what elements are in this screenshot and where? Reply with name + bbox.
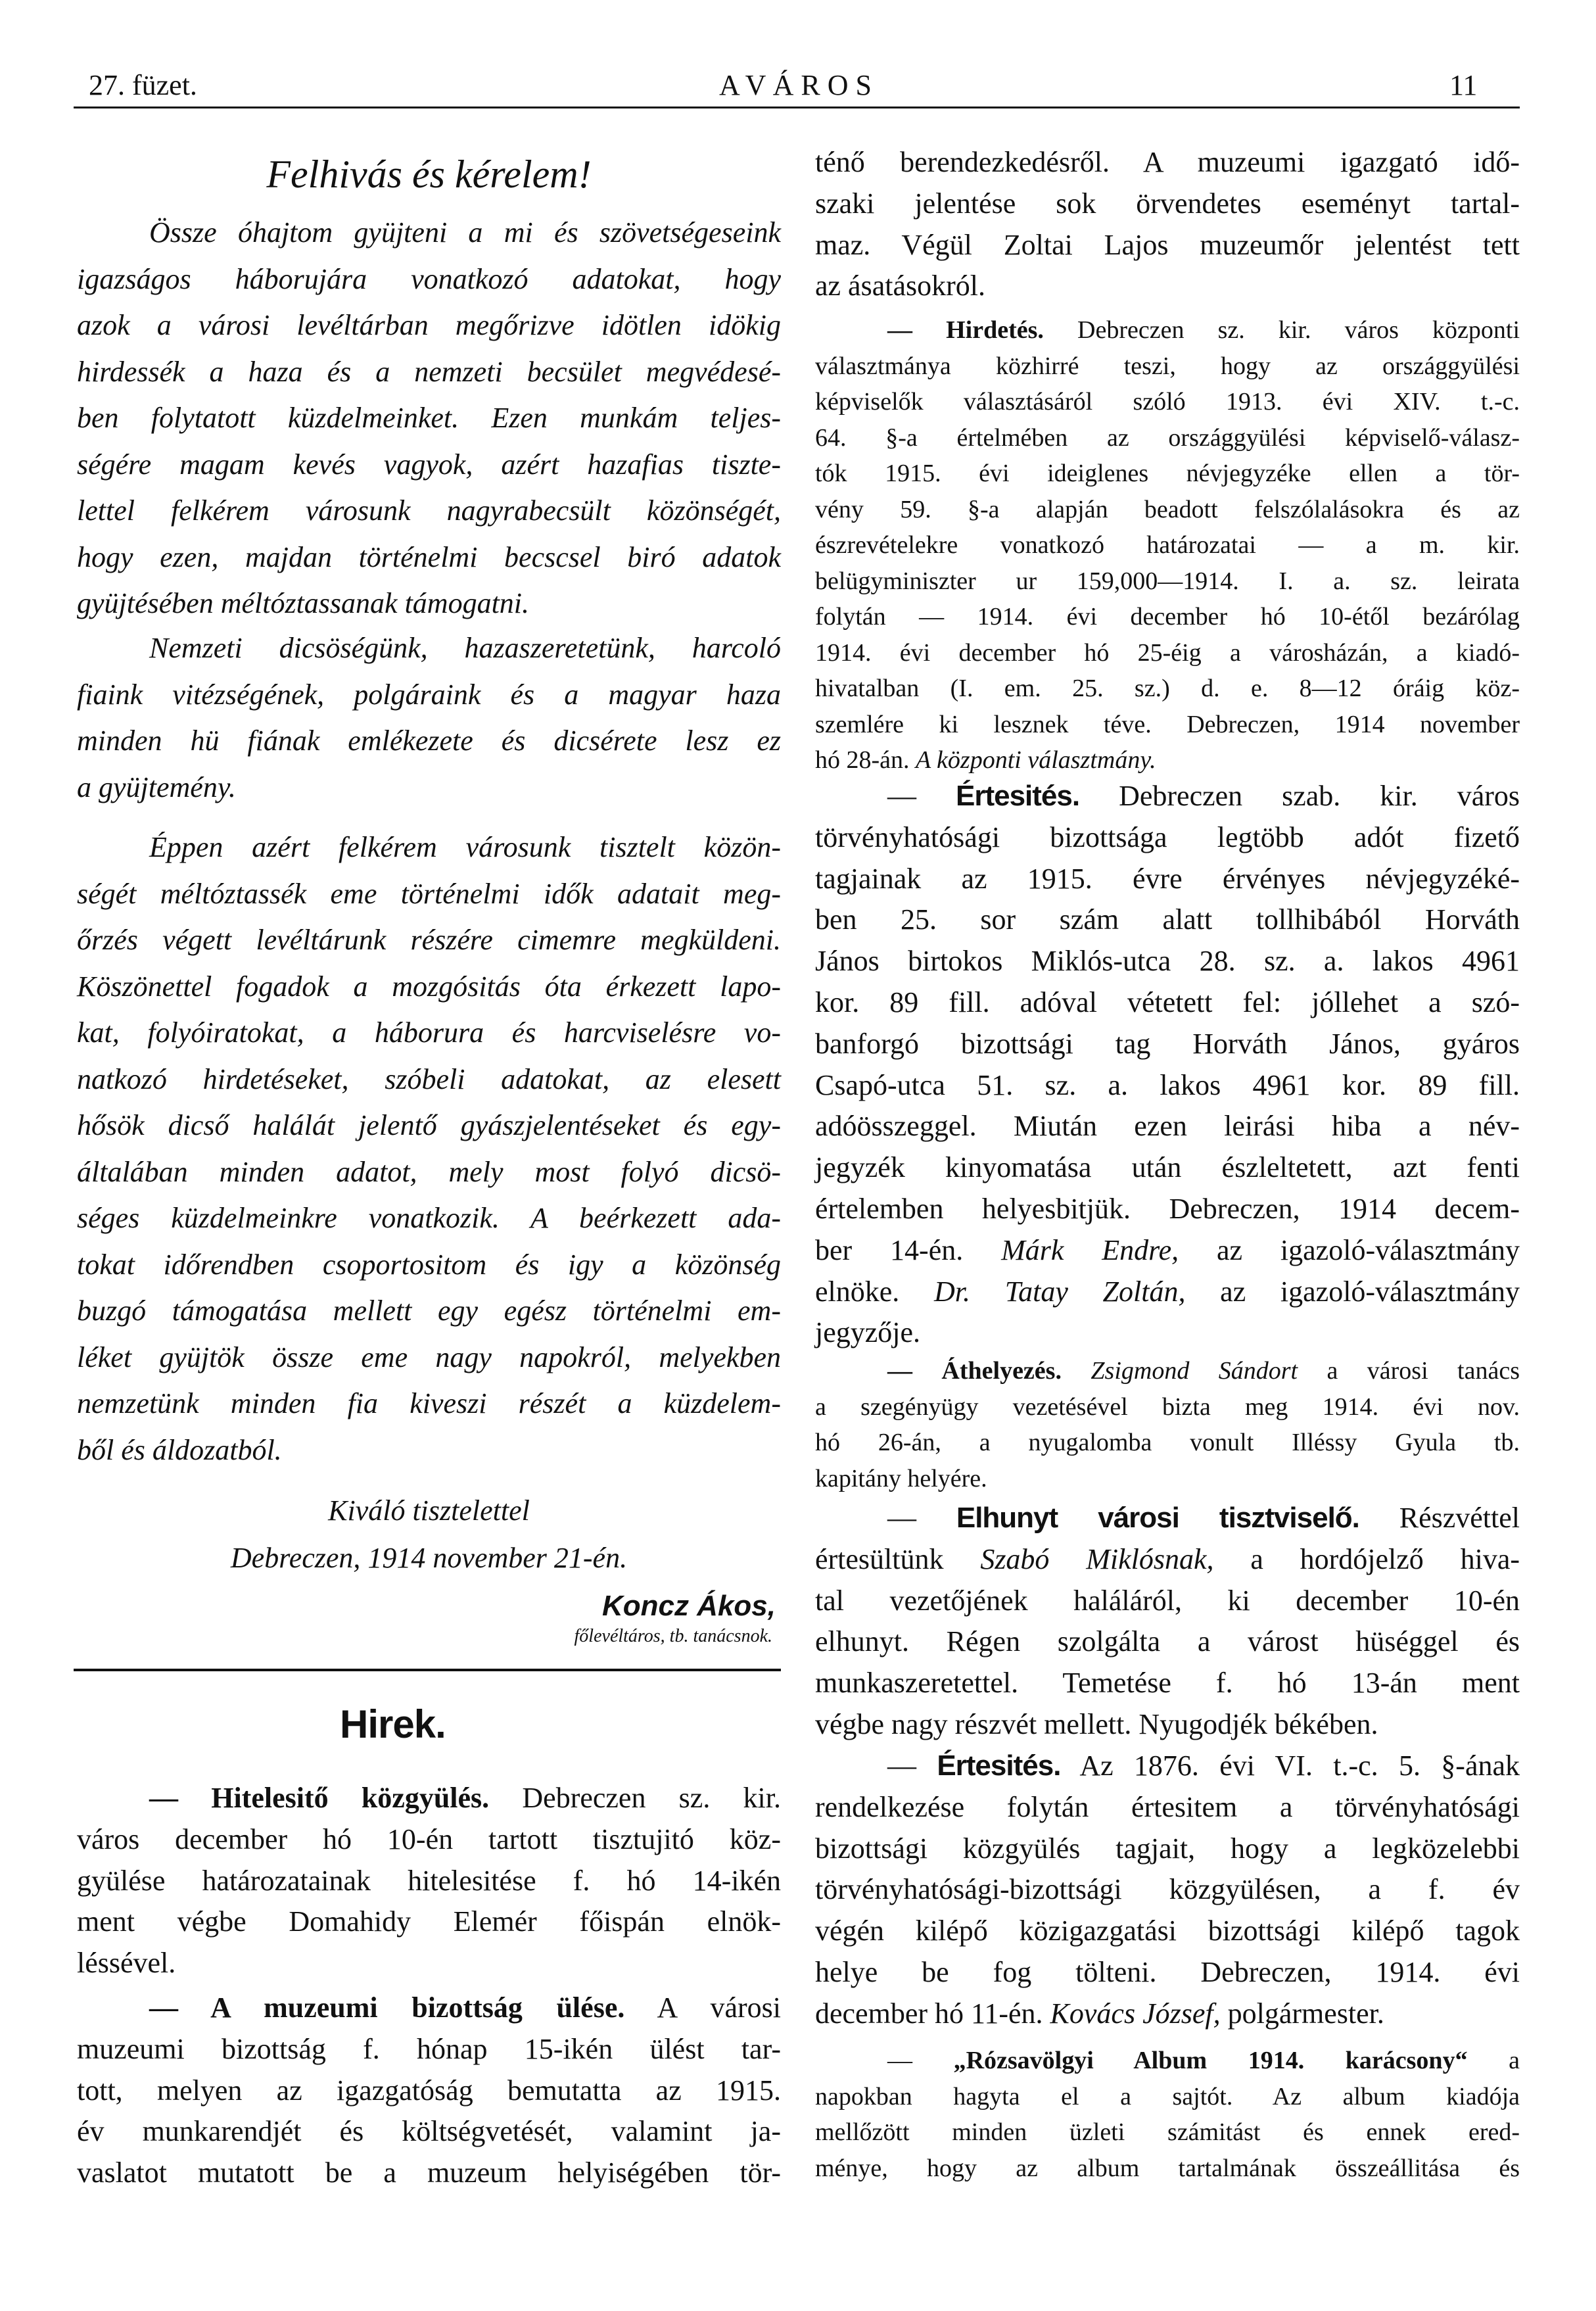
paragraph bbox=[77, 824, 781, 1473]
text-line: az ásatásokról. bbox=[815, 270, 985, 302]
text-line: végbe nagy részvét mellett. Nyugodjék békében. bbox=[815, 1707, 1378, 1740]
text-line: hősök dicső halálát jelentő gyászjelentéseket és egy- bbox=[77, 1109, 781, 1141]
text-line: folytán — 1914. évi december hó 10-étől bezárólag bbox=[815, 603, 1520, 631]
text-line bbox=[815, 1353, 1520, 1389]
text-line: mellőzött minden üzleti számitást és ennek ered- bbox=[815, 2118, 1520, 2146]
text-line: János birtokos Miklós-utca 28. sz. a. lakos 4961 bbox=[815, 945, 1520, 978]
bold-run: — Hitelesitő közgyülés. bbox=[149, 1782, 490, 1814]
text-line: észrevételekre vonatkozó határozatai — a m. kir. bbox=[815, 531, 1520, 559]
text-run: Debreczen szab. kir. város bbox=[1119, 780, 1520, 812]
text-line: jegyzője. bbox=[815, 1316, 921, 1349]
signature: Koncz Ákos, bbox=[601, 1590, 776, 1622]
text-line: buzgó támogatása mellett egy egész történelmi em- bbox=[77, 1295, 781, 1327]
text-line bbox=[815, 742, 1520, 778]
text-line: elhunyt. Régen szolgálta a várost hüséggel és bbox=[815, 1625, 1520, 1658]
text-line: natkozó hirdetéseket, szóbeli adatokat, az elesett bbox=[77, 1062, 781, 1095]
text-line: kapitány helyére. bbox=[815, 1464, 987, 1492]
paragraph bbox=[815, 1746, 1520, 2035]
appeal-title: Felhivás és kérelem! bbox=[266, 153, 592, 196]
text-run: — bbox=[887, 780, 916, 812]
italic-run: Kovács József, bbox=[1050, 1997, 1221, 2030]
text-line: tal vezetőjének haláláról, ki december 10-én bbox=[815, 1584, 1520, 1617]
paragraph bbox=[77, 1988, 781, 2194]
text-line: 64. §-a értelmében az országgyülési képviselő-válasz- bbox=[815, 423, 1520, 452]
text-run: ber 14-én. bbox=[815, 1233, 964, 1266]
paragraph bbox=[77, 210, 781, 627]
text-run: — bbox=[887, 1502, 916, 1534]
text-line: törvényhatósági-bizottsági közgyülésen, a f. év bbox=[815, 1873, 1520, 1906]
text-line bbox=[815, 1230, 1520, 1272]
text-run: — bbox=[887, 2047, 912, 2074]
text-run: értesültünk bbox=[815, 1542, 944, 1575]
text-line: Köszönettel fogadok a mozgósitás óta érkezett lapo- bbox=[77, 970, 781, 1003]
text-line: Nemzeti dicsöségünk, hazaszeretetünk, harcoló bbox=[149, 632, 781, 664]
paragraph bbox=[815, 1498, 1520, 1746]
text-line: ségére magam kevés vagyok, azért hazafias tiszte- bbox=[77, 448, 781, 481]
text-line: szemlére ki lesznek téve. Debreczen, 1914 november bbox=[815, 710, 1520, 738]
text-line: a gyüjtemény. bbox=[77, 771, 236, 803]
text-run: — bbox=[887, 1750, 916, 1782]
text-line: helye be fog tölteni. Debreczen, 1914. évi bbox=[815, 1955, 1520, 1988]
text-line: vaslatot mutatott be a muzeum helyiségében tör- bbox=[77, 2156, 781, 2189]
text-line: ment végbe Domahidy Elemér főispán elnök- bbox=[77, 1905, 781, 1938]
text-line: értelemben helyesbitjük. Debreczen, 1914 decem- bbox=[815, 1192, 1520, 1225]
text-line: vény 59. §-a alapján beadott felszólalásokra és az bbox=[815, 495, 1520, 523]
text-line: ben 25. sor szám alatt tollhibából Horváth bbox=[815, 903, 1520, 936]
bold-run: „Rózsavölgyi Album 1914. karácsony“ bbox=[953, 2047, 1468, 2074]
text-line bbox=[815, 1746, 1520, 1787]
text-line: séges küzdelmeinkre vonatkozik. A beérkezett ada- bbox=[77, 1202, 781, 1234]
signature-title: főlevéltáros, tb. tanácsnok. bbox=[574, 1626, 772, 1646]
text-line bbox=[77, 1778, 781, 1819]
text-line: fiaink vitézségének, polgáraink és a magyar haza bbox=[77, 678, 781, 711]
text-run: hó 28-án. bbox=[815, 746, 910, 774]
text-line: rendelkezése folytán értesitem a törvényhatósági bbox=[815, 1790, 1520, 1823]
italic-run: A központi választmány. bbox=[916, 746, 1156, 774]
text-line bbox=[815, 1272, 1520, 1313]
text-line bbox=[815, 1498, 1520, 1539]
italic-run: Dr. Tatay Zoltán, bbox=[933, 1275, 1186, 1308]
text-line: év munkarendjét és költségvetését, valamint ja- bbox=[77, 2115, 781, 2148]
text-run: elnöke. bbox=[815, 1275, 900, 1308]
text-line: jegyzék kinyomatása után észleltetett, azt fenti bbox=[815, 1151, 1520, 1184]
text-line: belügyminiszter ur 159,000—1914. I. a. sz. leirata bbox=[815, 567, 1520, 595]
text-line: léssével. bbox=[77, 1947, 176, 1980]
bold-run: — Áthelyezés. bbox=[887, 1357, 1062, 1385]
text-line: hirdessék a haza és a nemzeti becsület megvédesé- bbox=[77, 355, 781, 388]
italic-run: Zsigmond Sándort bbox=[1091, 1357, 1298, 1385]
text-line: azok a városi levéltárban megőrizve idötlen idökig bbox=[77, 309, 781, 341]
bold-run: — A muzeumi bizottság ülése. bbox=[149, 1991, 625, 2024]
text-run: a hordójelző hiva- bbox=[1250, 1542, 1520, 1575]
text-run: a városi tanács bbox=[1326, 1357, 1520, 1385]
text-line bbox=[815, 312, 1520, 348]
text-line: napokban hagyta el a sajtót. Az album kiadója bbox=[815, 2082, 1520, 2110]
text-run: polgármester. bbox=[1227, 1997, 1384, 2030]
text-line: hogy ezen, majdan történelmi becscsel biró adatok bbox=[77, 540, 781, 573]
text-line: őrzés végett levéltárunk részére cimemre megküldeni. bbox=[77, 924, 781, 956]
text-line: hivatalban (I. em. 25. sz.) d. e. 8—12 óráig köz- bbox=[815, 675, 1520, 702]
section-rule bbox=[74, 1669, 781, 1671]
text-line: ménye, hogy az album tartalmának összeállitása és bbox=[815, 2154, 1520, 2182]
paragraph bbox=[77, 625, 781, 811]
paragraph bbox=[815, 1353, 1520, 1496]
text-line: gyülése határozatainak hitelesitése f. hó 14-ikén bbox=[77, 1864, 781, 1897]
paragraph bbox=[77, 1778, 781, 1984]
text-line bbox=[815, 1539, 1520, 1581]
text-line: tók 1915. évi ideiglenes névjegyzéke ellen a tör- bbox=[815, 460, 1520, 487]
text-line: munkaszeretettel. Temetése f. hó 13-án ment bbox=[815, 1667, 1520, 1700]
text-run: Debreczen sz. kir. város központi bbox=[1077, 316, 1520, 344]
text-line: a szegényügy vezetésével bizta meg 1914. évi nov. bbox=[815, 1393, 1520, 1421]
closing: Kiváló tisztelettel bbox=[328, 1494, 530, 1527]
paragraph bbox=[815, 142, 1520, 307]
text-line: végén kilépő közigazgatási bizottsági kilépő tagok bbox=[815, 1915, 1520, 1947]
text-line: általában minden adatot, mely most folyó dicsö- bbox=[77, 1155, 781, 1188]
text-line: gyüjtésében méltóztassanak támogatni. bbox=[77, 587, 530, 619]
text-line: hó 26-án, a nyugalomba vonult Illéssy Gyula tb. bbox=[815, 1429, 1520, 1456]
text-line: Csapó-utca 51. sz. a. lakos 4961 kor. 89 fill. bbox=[815, 1068, 1520, 1101]
text-run: december hó 11-én. bbox=[815, 1997, 1043, 2030]
text-line bbox=[815, 2043, 1520, 2079]
text-line: tott, melyen az igazgatóság bemutatta az 1915. bbox=[77, 2074, 781, 2107]
text-line: bizottsági közgyülés tagjait, hogy a legközelebbi bbox=[815, 1832, 1520, 1865]
text-line: adóösszeggel. Miután ezen leirási hiba a név- bbox=[815, 1110, 1520, 1143]
text-line: ben folytatott küzdelmeinket. Ezen munkám teljes- bbox=[77, 402, 781, 434]
text-line: ténő berendezkedésről. A muzeumi igazgató idő- bbox=[815, 146, 1520, 178]
text-line: muzeumi bizottság f. hónap 15-ikén ülést tar- bbox=[77, 2032, 781, 2065]
text-line bbox=[77, 1988, 781, 2029]
text-run: Az 1876. évi VI. t.-c. 5. §-ának bbox=[1079, 1750, 1520, 1782]
page-number: 11 bbox=[1449, 69, 1478, 101]
text-line: Össze óhajtom gyüjteni a mi és szövetségeseink bbox=[149, 216, 781, 249]
text-line: kat, folyóiratokat, a háborura és harcviselésre vo- bbox=[77, 1016, 781, 1049]
text-run: Debreczen sz. kir. bbox=[522, 1782, 781, 1814]
text-line: ből és áldozatból. bbox=[77, 1433, 282, 1466]
bold-run: Elhunyt városi tisztviselő. bbox=[956, 1502, 1359, 1534]
text-run: az igazoló-választmány bbox=[1217, 1233, 1520, 1266]
text-line: 1914. évi december hó 25-éig a városházán, a kiadó- bbox=[815, 638, 1520, 667]
text-line: törvényhatósági bizottsága legtöbb adót fizető bbox=[815, 821, 1520, 853]
header-rule bbox=[74, 107, 1520, 108]
journal-title: A V Á R O S bbox=[719, 69, 872, 101]
bold-run: Értesités. bbox=[955, 780, 1080, 812]
italic-run: Szabó Miklósnak, bbox=[980, 1542, 1214, 1575]
text-line: szaki jelentése sok örvendetes eseményt tartal- bbox=[815, 187, 1520, 220]
paragraph bbox=[815, 776, 1520, 1354]
italic-run: Márk Endre, bbox=[1001, 1233, 1179, 1266]
text-line bbox=[815, 1993, 1520, 2035]
text-run: a bbox=[1509, 2047, 1520, 2074]
news-heading: Hirek. bbox=[340, 1702, 446, 1746]
text-run: az igazoló-választmány bbox=[1220, 1275, 1520, 1308]
bold-run: Értesités. bbox=[937, 1750, 1061, 1782]
text-line: igazságos háborujára vonatkozó adatokat, hogy bbox=[77, 262, 781, 295]
text-line bbox=[815, 776, 1520, 817]
text-line: maz. Végül Zoltai Lajos muzeumőr jelentést tett bbox=[815, 228, 1520, 261]
paragraph bbox=[815, 312, 1520, 778]
text-line: kor. 89 fill. adóval vétetett fel: jóllehet a szó- bbox=[815, 986, 1520, 1018]
text-line: léket gyüjtök össze eme nagy napokról, melyekben bbox=[77, 1341, 781, 1373]
text-line: tokat időrendben csoportositom és igy a közönség bbox=[77, 1248, 781, 1281]
text-run: Részvéttel bbox=[1399, 1502, 1520, 1534]
text-line: lettel felkérem városunk nagyrabecsült közönségét, bbox=[77, 494, 781, 527]
text-line: minden hü fiának emlékezete és dicsérete lesz ez bbox=[77, 725, 781, 757]
text-line: ségét méltóztassék eme történelmi idők adatait meg- bbox=[77, 877, 781, 910]
issue-number: 27. füzet. bbox=[89, 69, 197, 101]
text-run: A városi bbox=[657, 1991, 781, 2024]
text-line: város december hó 10-én tartott tisztujitó köz- bbox=[77, 1823, 781, 1855]
place-date: Debreczen, 1914 november 21-én. bbox=[230, 1542, 628, 1574]
text-line: tagjainak az 1915. évre érvényes névjegyzéké- bbox=[815, 862, 1520, 895]
text-line: banforgó bizottsági tag Horváth János, gyáros bbox=[815, 1027, 1520, 1060]
paragraph bbox=[815, 2043, 1520, 2186]
text-line: nemzetünk minden fia kiveszi részét a küzdelem- bbox=[77, 1387, 781, 1419]
bold-run: — Hirdetés. bbox=[887, 316, 1044, 344]
text-line: választmánya közhirré teszi, hogy az országgyülési bbox=[815, 352, 1520, 380]
text-line: Éppen azért felkérem városunk tisztelt közön- bbox=[149, 831, 781, 863]
text-line: képviselők választásáról szóló 1913. évi XIV. t.-c. bbox=[815, 388, 1520, 416]
